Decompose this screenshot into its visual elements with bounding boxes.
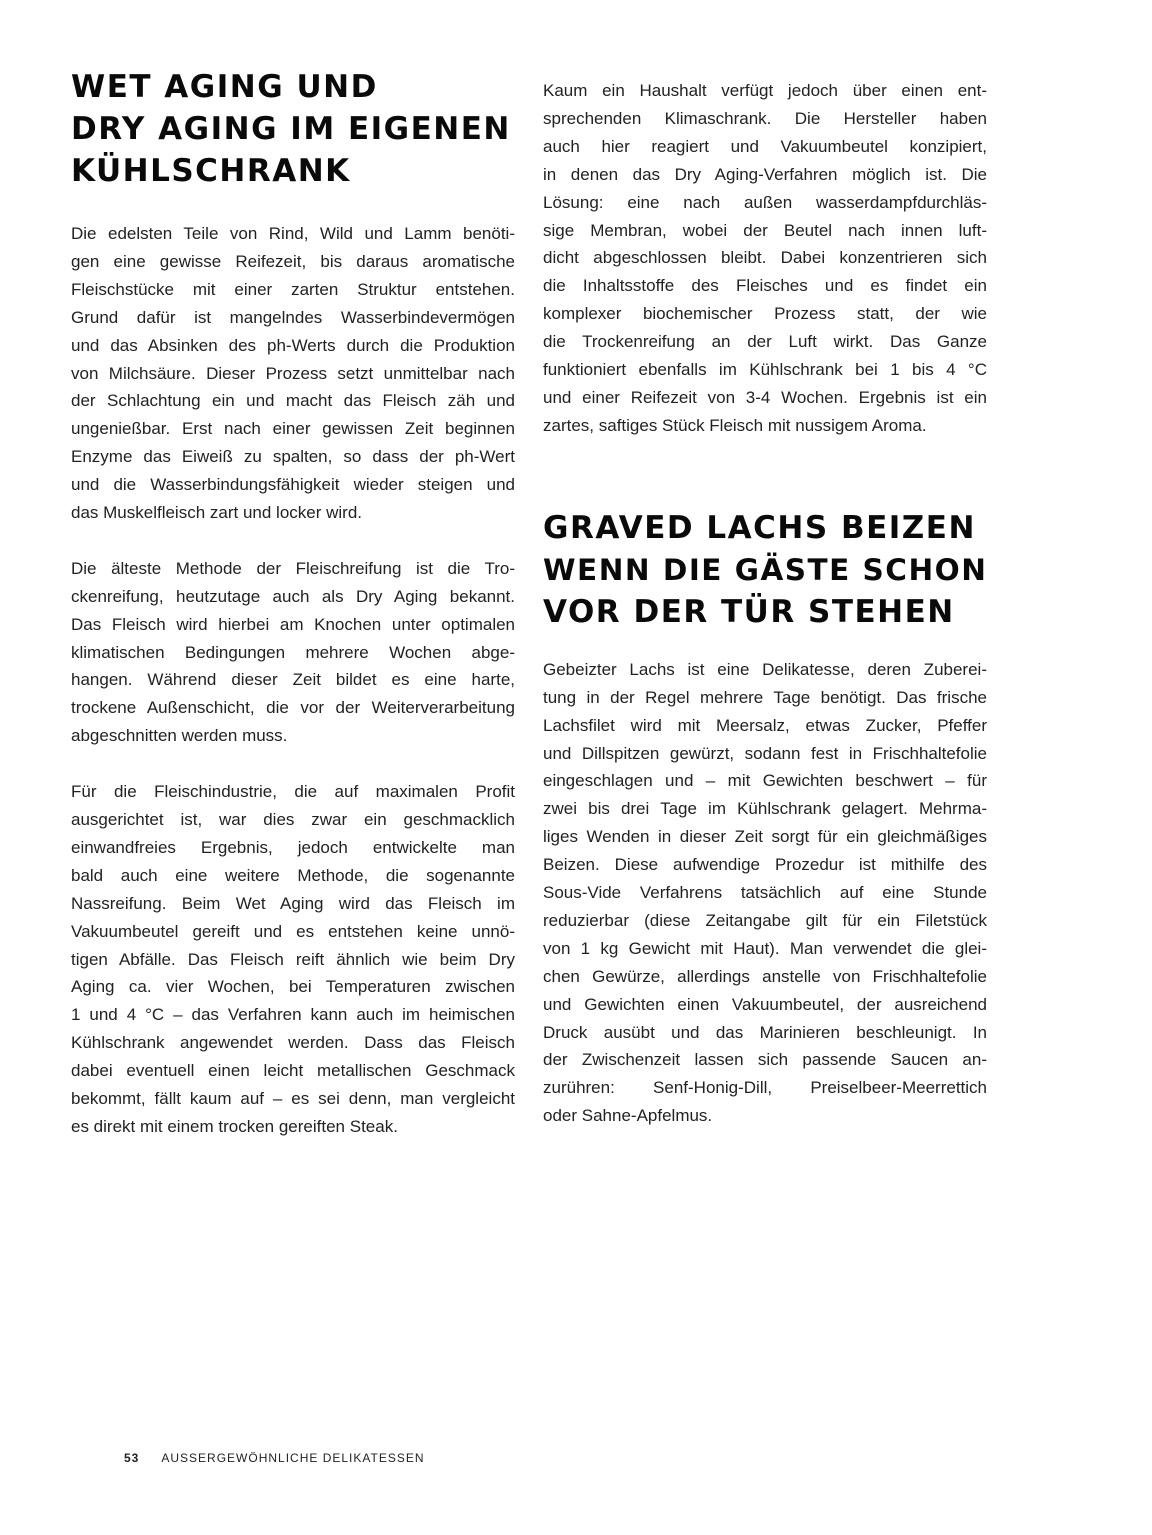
text-line: gen eine gewisse Reifezeit, bis daraus aromatische	[71, 251, 515, 271]
text-line: Das Fleisch wird hierbei am Knochen unter optimalen	[71, 614, 515, 634]
text-line: Sous-Vide Verfahrens tatsächlich auf eine Stunde	[543, 883, 987, 903]
text-line: Lachsfilet wird mit Meersalz, etwas Zucker, Pfeffer	[543, 715, 987, 735]
text-line: Vakuumbeutel gereift und es entstehen keine unnö-	[71, 921, 515, 941]
text-line: dabei eventuell einen leicht metallischen Geschmack	[71, 1061, 515, 1081]
text-line: Kaum ein Haushalt verfügt jedoch über einen ent-	[543, 81, 987, 100]
text-line: Fleischstücke mit einer zarten Struktur entstehen.	[71, 279, 515, 299]
paragraph-dry-aging	[71, 555, 515, 750]
text-line: chen Gewürze, allerdings anstelle von Frischhaltefolie	[543, 966, 987, 986]
left-column	[71, 0, 515, 1141]
text-line: Beizen. Diese aufwendige Prozedur ist mithilfe des	[543, 855, 987, 875]
right-column	[543, 0, 987, 1130]
text-line: komplexer biochemischer Prozess statt, der wie	[543, 304, 987, 324]
text-line: Lösung: eine nach außen wasserdampfdurchläs-	[543, 192, 987, 212]
text-line: in denen das Dry Aging-Verfahren möglich ist. Die	[543, 164, 987, 184]
text-line: ungenießbar. Erst nach einer gewissen Zeit beginnen	[71, 419, 515, 439]
text-line: die Trockenreifung an der Luft wirkt. Das Ganze	[543, 332, 987, 352]
text-line: funktioniert ebenfalls im Kühlschrank bei 1 bis 4 °C	[543, 360, 987, 380]
paragraph-wet-aging	[71, 778, 515, 1141]
text-line: trockene Außenschicht, die vor der Weiterverarbeitung	[71, 698, 515, 718]
text-line: der Zwischenzeit lassen sich passende Saucen an-	[543, 1050, 987, 1070]
text-line: und die Wasserbindungsfähigkeit wieder steigen und	[71, 475, 515, 495]
text-line: Kühlschrank angewendet werden. Dass das Fleisch	[71, 1033, 515, 1053]
text-line: die Inhaltsstoffe des Fleisches und es findet ein	[543, 276, 987, 296]
text-line: ausgerichtet ist, war dies zwar ein geschmacklich	[71, 810, 515, 829]
paragraph-gebeizter-lachs	[543, 656, 987, 1130]
text-line: reduzierbar (diese Zeitangabe gilt für ein Filetstück	[543, 910, 987, 930]
text-line: von Milchsäure. Dieser Prozess setzt unmittelbar nach	[71, 363, 515, 383]
text-line: zwei bis drei Tage im Kühlschrank gelagert. Mehrma-	[543, 799, 987, 819]
heading-line: WENN DIE GÄSTE SCHON	[543, 552, 988, 587]
text-line: klimatischen Bedingungen mehrere Wochen abge-	[71, 642, 515, 662]
heading-line: GRAVED LACHS BEIZEN	[543, 509, 976, 546]
text-line: und Dillspitzen gewürzt, sodann fest in Frischhaltefolie	[543, 743, 987, 763]
text-line: der Schlachtung ein und macht das Fleisch zäh und	[71, 391, 515, 411]
text-line: abgeschnitten werden muss.	[71, 726, 288, 746]
text-line: zurühren: Senf-Honig-Dill, Preiselbeer-Meerrettich	[543, 1078, 987, 1098]
text-line: Für die Fleischindustrie, die auf maximalen Profit	[71, 782, 515, 802]
text-line: ckenreifung, heutzutage auch als Dry Aging bekannt.	[71, 586, 515, 606]
page-footer	[124, 1451, 425, 1465]
text-line: und das Absinken des ph-Werts durch die Produktion	[71, 335, 515, 355]
text-line: oder Sahne-Apfelmus.	[543, 1106, 713, 1126]
text-line: bald auch eine weitere Methode, die sogenannte	[71, 865, 515, 885]
text-line: von 1 kg Gewicht mit Haut). Man verwendet die glei-	[543, 938, 987, 958]
text-line: dicht abgeschlossen bleibt. Dabei konzentrieren sich	[543, 248, 987, 268]
text-line: tigen Abfälle. Das Fleisch reift ähnlich wie beim Dry	[71, 949, 515, 969]
text-line: liges Wenden in dieser Zeit sorgt für ein gleichmäßiges	[543, 827, 987, 847]
text-line: Enzyme das Eiweiß zu spalten, so dass der ph-Wert	[71, 447, 515, 467]
text-line: Die edelsten Teile von Rind, Wild und Lamm benöti-	[71, 224, 515, 243]
section-title: AUSSERGEWÖHNLICHE DELIKATESSEN	[161, 1451, 425, 1465]
text-line: hangen. Während dieser Zeit bildet es eine harte,	[71, 670, 515, 690]
text-line: 1 und 4 °C – das Verfahren kann auch im heimischen	[71, 1005, 515, 1025]
text-line: das Muskelfleisch zart und locker wird.	[71, 503, 363, 523]
text-line: Gebeizter Lachs ist eine Delikatesse, deren Zuberei-	[543, 659, 987, 679]
heading-line: WET AGING UND	[71, 69, 378, 105]
heading-graved-lachs	[543, 507, 987, 633]
heading-line: DRY AGING IM EIGENEN	[71, 111, 511, 147]
text-line: eingeschlagen und – mit Gewichten beschwert – für	[543, 771, 987, 791]
text-line: sprechenden Klimaschrank. Die Hersteller haben	[543, 108, 987, 128]
paragraph-klimaschrank	[543, 77, 987, 440]
heading-wet-aging	[71, 66, 515, 192]
text-line: bekommt, fällt kaum auf – es sei denn, man vergleicht	[71, 1089, 515, 1109]
text-line: tung in der Regel mehrere Tage benötigt. Das frische	[543, 687, 987, 707]
text-line: auch hier reagiert und Vakuumbeutel konzipiert,	[543, 136, 987, 156]
paragraph-reifezeit	[71, 220, 515, 527]
text-line: Die älteste Methode der Fleischreifung ist die Tro-	[71, 558, 515, 578]
text-line: und einer Reifezeit von 3-4 Wochen. Ergebnis ist ein	[543, 387, 987, 407]
text-line: einwandfreies Ergebnis, jedoch entwickelte man	[71, 837, 515, 857]
text-line: Aging ca. vier Wochen, bei Temperaturen zwischen	[71, 977, 515, 997]
page-number: 53	[124, 1451, 140, 1465]
text-line: zartes, saftiges Stück Fleisch mit nussigem Aroma.	[543, 415, 927, 435]
text-line: und Gewichten einen Vakuumbeutel, der ausreichend	[543, 994, 987, 1014]
text-line: es direkt mit einem trocken gereiften Steak.	[71, 1116, 398, 1136]
heading-line: VOR DER TÜR STEHEN	[543, 593, 955, 630]
text-line: sige Membran, wobei der Beutel nach innen luft-	[543, 220, 987, 240]
text-line: Nassreifung. Beim Wet Aging wird das Fleisch im	[71, 893, 515, 913]
heading-line: KÜHLSCHRANK	[71, 153, 351, 189]
text-line: Druck ausübt und das Marinieren beschleunigt. In	[543, 1022, 987, 1042]
text-line: Grund dafür ist mangelndes Wasserbindevermögen	[71, 307, 515, 327]
